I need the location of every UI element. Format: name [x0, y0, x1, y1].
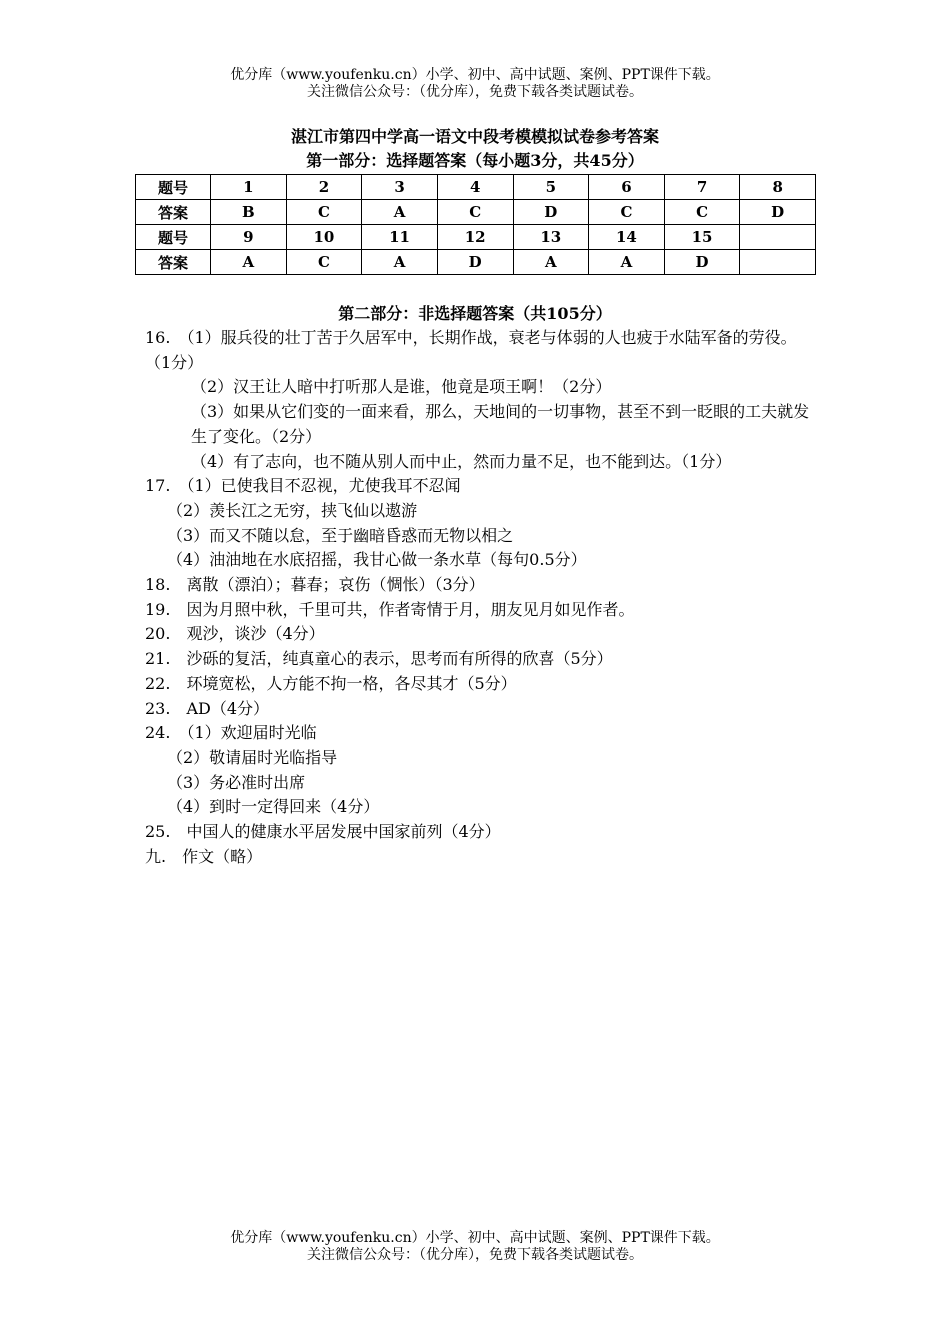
table-cell: D: [664, 250, 740, 275]
table-cell: A: [211, 250, 287, 275]
header-line-1: 优分库（www.youfenku.cn）小学、初中、高中试题、案例、PPT课件下载。: [230, 67, 720, 83]
header-line-2: 关注微信公众号：（优分库），免费下载各类试题试卷。: [307, 84, 643, 100]
table-cell: 13: [513, 225, 589, 250]
answer-line: 25. 中国人的健康水平居发展中国家前列（4分）: [145, 822, 501, 842]
table-cell: C: [589, 200, 665, 225]
answer-line: 23. AD（4分）: [145, 698, 270, 718]
table-cell: 11: [362, 225, 438, 250]
table-cell: 7: [664, 175, 740, 200]
answer-line: （3）如果从它们变的一面来看，那么，天地间的一切事物，甚至不到一眨眼的工夫就发生了变化。（2分）: [191, 402, 810, 446]
table-cell: A: [362, 250, 438, 275]
table-cell: C: [664, 200, 740, 225]
answer-line: （4）到时一定得回来（4分）: [167, 797, 380, 817]
table-row: [136, 200, 816, 225]
answer-line: 19. 因为月照中秋，千里可共，作者寄情于月，朋友见月如见作者。: [145, 599, 635, 619]
table-cell: D: [437, 250, 513, 275]
answer-line: （2）汉王让人暗中打听那人是谁，他竟是项王啊！（2分）: [191, 377, 612, 397]
table-cell: D: [740, 200, 816, 225]
document-title: 湛江市第四中学高一语文中段考模模拟试卷参考答案: [290, 127, 659, 146]
answer-line: 22. 环境宽松，人方能不拘一格，各尽其才（5分）: [145, 673, 517, 693]
table-cell: A: [589, 250, 665, 275]
table-cell: 4: [437, 175, 513, 200]
table-cell: 10: [286, 225, 362, 250]
table-cell: D: [513, 200, 589, 225]
table-cell: [740, 225, 816, 250]
row-label: 答案: [136, 250, 211, 275]
answer-line: 17. （1）已使我目不忍视，尤使我耳不忍闻: [145, 476, 461, 496]
table-cell: 9: [211, 225, 287, 250]
table-cell: 6: [589, 175, 665, 200]
table-cell: [740, 250, 816, 275]
table-row: [136, 225, 816, 250]
answer-line: 九. 作文（略）: [145, 846, 263, 866]
table-cell: 15: [664, 225, 740, 250]
answer-line: 20. 观沙，谈沙（4分）: [145, 624, 325, 644]
table-cell: B: [211, 200, 287, 225]
table-cell: C: [286, 200, 362, 225]
table-cell: A: [362, 200, 438, 225]
answer-line: 18. 离散（漂泊）；暮春；哀伤（惆怅）（3分）: [145, 575, 485, 595]
row-label: 题号: [136, 225, 211, 250]
table-cell: A: [513, 250, 589, 275]
footer-line-1: 优分库（www.youfenku.cn）小学、初中、高中试题、案例、PPT课件下载。: [230, 1230, 720, 1246]
table-row: [136, 250, 816, 275]
answer-line: 21. 沙砾的复活，纯真童心的表示，思考而有所得的欣喜（5分）: [145, 649, 613, 669]
table-row: [136, 175, 816, 200]
answer-line: 24. （1）欢迎届时光临: [145, 723, 317, 743]
answer-body: [145, 326, 810, 869]
answer-line: （4）油油地在水底招摇，我甘心做一条水草（每句0.5分）: [167, 550, 587, 570]
page-footer: [0, 1230, 950, 1264]
table-cell: 1: [211, 175, 287, 200]
answer-line: 16. （1）服兵役的壮丁苦于久居军中，长期作战，衰老与体弱的人也疲于水陆军备的劳役。（1分）: [145, 328, 797, 372]
part2-heading: 第二部分：非选择题答案（共105分）: [338, 304, 612, 323]
answer-line: （3）而又不随以怠，至于幽暗昏惑而无物以相之: [167, 525, 514, 545]
answer-line: （2）敬请届时光临指导: [167, 747, 338, 767]
page-header: [0, 67, 950, 101]
answer-table: [135, 174, 816, 275]
table-cell: 5: [513, 175, 589, 200]
table-cell: 2: [286, 175, 362, 200]
answer-line: （2）羡长江之无穷，挟飞仙以遨游: [167, 500, 418, 520]
part1-heading: 第一部分：选择题答案（每小题3分，共45分）: [306, 151, 644, 170]
answer-line: （3）务必准时出席: [167, 772, 306, 792]
row-label: 答案: [136, 200, 211, 225]
row-label: 题号: [136, 175, 211, 200]
table-cell: 14: [589, 225, 665, 250]
table-cell: C: [286, 250, 362, 275]
footer-line-2: 关注微信公众号：（优分库），免费下载各类试题试卷。: [307, 1247, 643, 1263]
table-cell: C: [437, 200, 513, 225]
answer-line: （4）有了志向，也不随从别人而中止，然而力量不足，也不能到达。（1分）: [191, 451, 732, 471]
table-cell: 8: [740, 175, 816, 200]
table-cell: 12: [437, 225, 513, 250]
table-cell: 3: [362, 175, 438, 200]
